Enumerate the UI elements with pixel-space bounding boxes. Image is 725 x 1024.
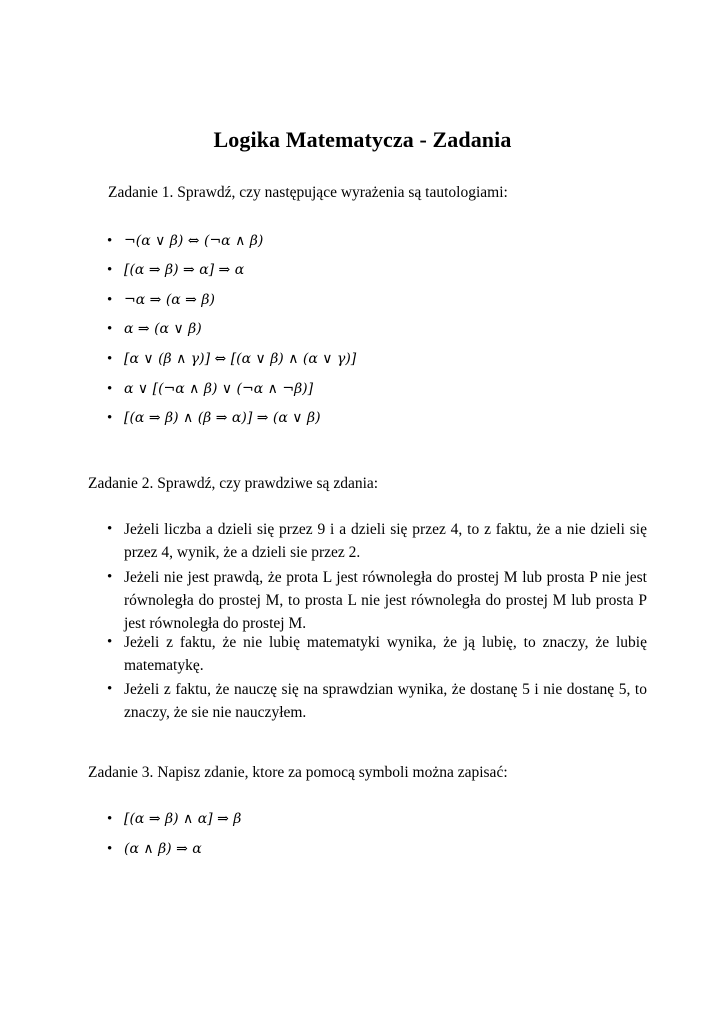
task1-formula: ¬α ⇒ (α ⇒ β) bbox=[124, 292, 215, 308]
task1-item-4 bbox=[107, 318, 647, 341]
task3-heading: Zadanie 3. Napisz zdanie, ktore za pomocą symboli można zapisać: bbox=[88, 764, 508, 781]
bullet-icon: • bbox=[107, 811, 113, 827]
task1-item-2 bbox=[107, 259, 647, 282]
task1-item-3 bbox=[107, 289, 647, 312]
task2-heading: Zadanie 2. Sprawdź, czy prawdziwe są zdania: bbox=[88, 475, 379, 492]
bullet-icon: • bbox=[107, 351, 113, 367]
task2-item-3 bbox=[107, 631, 647, 677]
task3-formula: (α ∧ β) ⇒ α bbox=[124, 841, 202, 857]
task3-item-1 bbox=[107, 808, 647, 831]
bullet-icon: • bbox=[107, 521, 113, 537]
task1-formula: [α ∨ (β ∧ γ)] ⇔ [(α ∨ β) ∧ (α ∨ γ)] bbox=[124, 351, 357, 367]
bullet-icon: • bbox=[107, 381, 113, 397]
bullet-icon: • bbox=[107, 681, 113, 697]
page-title: Logika Matematycza - Zadania bbox=[213, 127, 512, 152]
task3-item-2 bbox=[107, 838, 647, 861]
task3-formula: [(α ⇒ β) ∧ α] ⇒ β bbox=[124, 811, 242, 827]
bullet-icon: • bbox=[107, 410, 113, 426]
task1-heading: Zadanie 1. Sprawdź, czy następujące wyrażenia są tautologiami: bbox=[108, 184, 508, 201]
task2-sentence: Jeżeli z faktu, że nie lubię matematyki wynika, że ją lubię, to znaczy, że lubię matematykę. bbox=[124, 634, 647, 674]
task1-formula: α ⇒ (α ∨ β) bbox=[124, 321, 202, 337]
task2-sentence: Jeżeli nie jest prawdą, że prota L jest równoległa do prostej M lub prosta P nie jest równoległa do prostej M, to prosta L nie jest równoległa do prostej M lub prosta P jest równoległa do prostej M. bbox=[124, 569, 647, 632]
task1-item-6 bbox=[107, 378, 647, 401]
task1-item-7 bbox=[107, 407, 647, 430]
task2-item-4 bbox=[107, 678, 647, 724]
task1-item-5 bbox=[107, 348, 647, 371]
bullet-icon: • bbox=[107, 321, 113, 337]
bullet-icon: • bbox=[107, 569, 113, 585]
task1-formula: α ∨ [(¬α ∧ β) ∨ (¬α ∧ ¬β)] bbox=[124, 381, 314, 397]
bullet-icon: • bbox=[107, 292, 113, 308]
bullet-icon: • bbox=[107, 233, 113, 249]
task1-formula: ¬(α ∨ β) ⇔ (¬α ∧ β) bbox=[124, 233, 264, 249]
bullet-icon: • bbox=[107, 262, 113, 278]
bullet-icon: • bbox=[107, 841, 113, 857]
task2-sentence: Jeżeli z faktu, że nauczę się na sprawdzian wynika, że dostanę 5 i nie dostanę 5, to znaczy, że sie nie nauczyłem. bbox=[124, 681, 647, 721]
task1-item-1 bbox=[107, 230, 647, 253]
task2-item-2 bbox=[107, 566, 647, 635]
task1-formula: [(α ⇒ β) ∧ (β ⇒ α)] ⇒ (α ∨ β) bbox=[124, 410, 321, 426]
task1-formula: [(α ⇒ β) ⇒ α] ⇒ α bbox=[124, 262, 245, 278]
task2-sentence: Jeżeli liczba a dzieli się przez 9 i a dzieli się przez 4, to z faktu, że a nie dzieli się przez 4, wynik, że a dzieli sie przez 2. bbox=[124, 521, 647, 561]
bullet-icon: • bbox=[107, 634, 113, 650]
task2-item-1 bbox=[107, 518, 647, 564]
